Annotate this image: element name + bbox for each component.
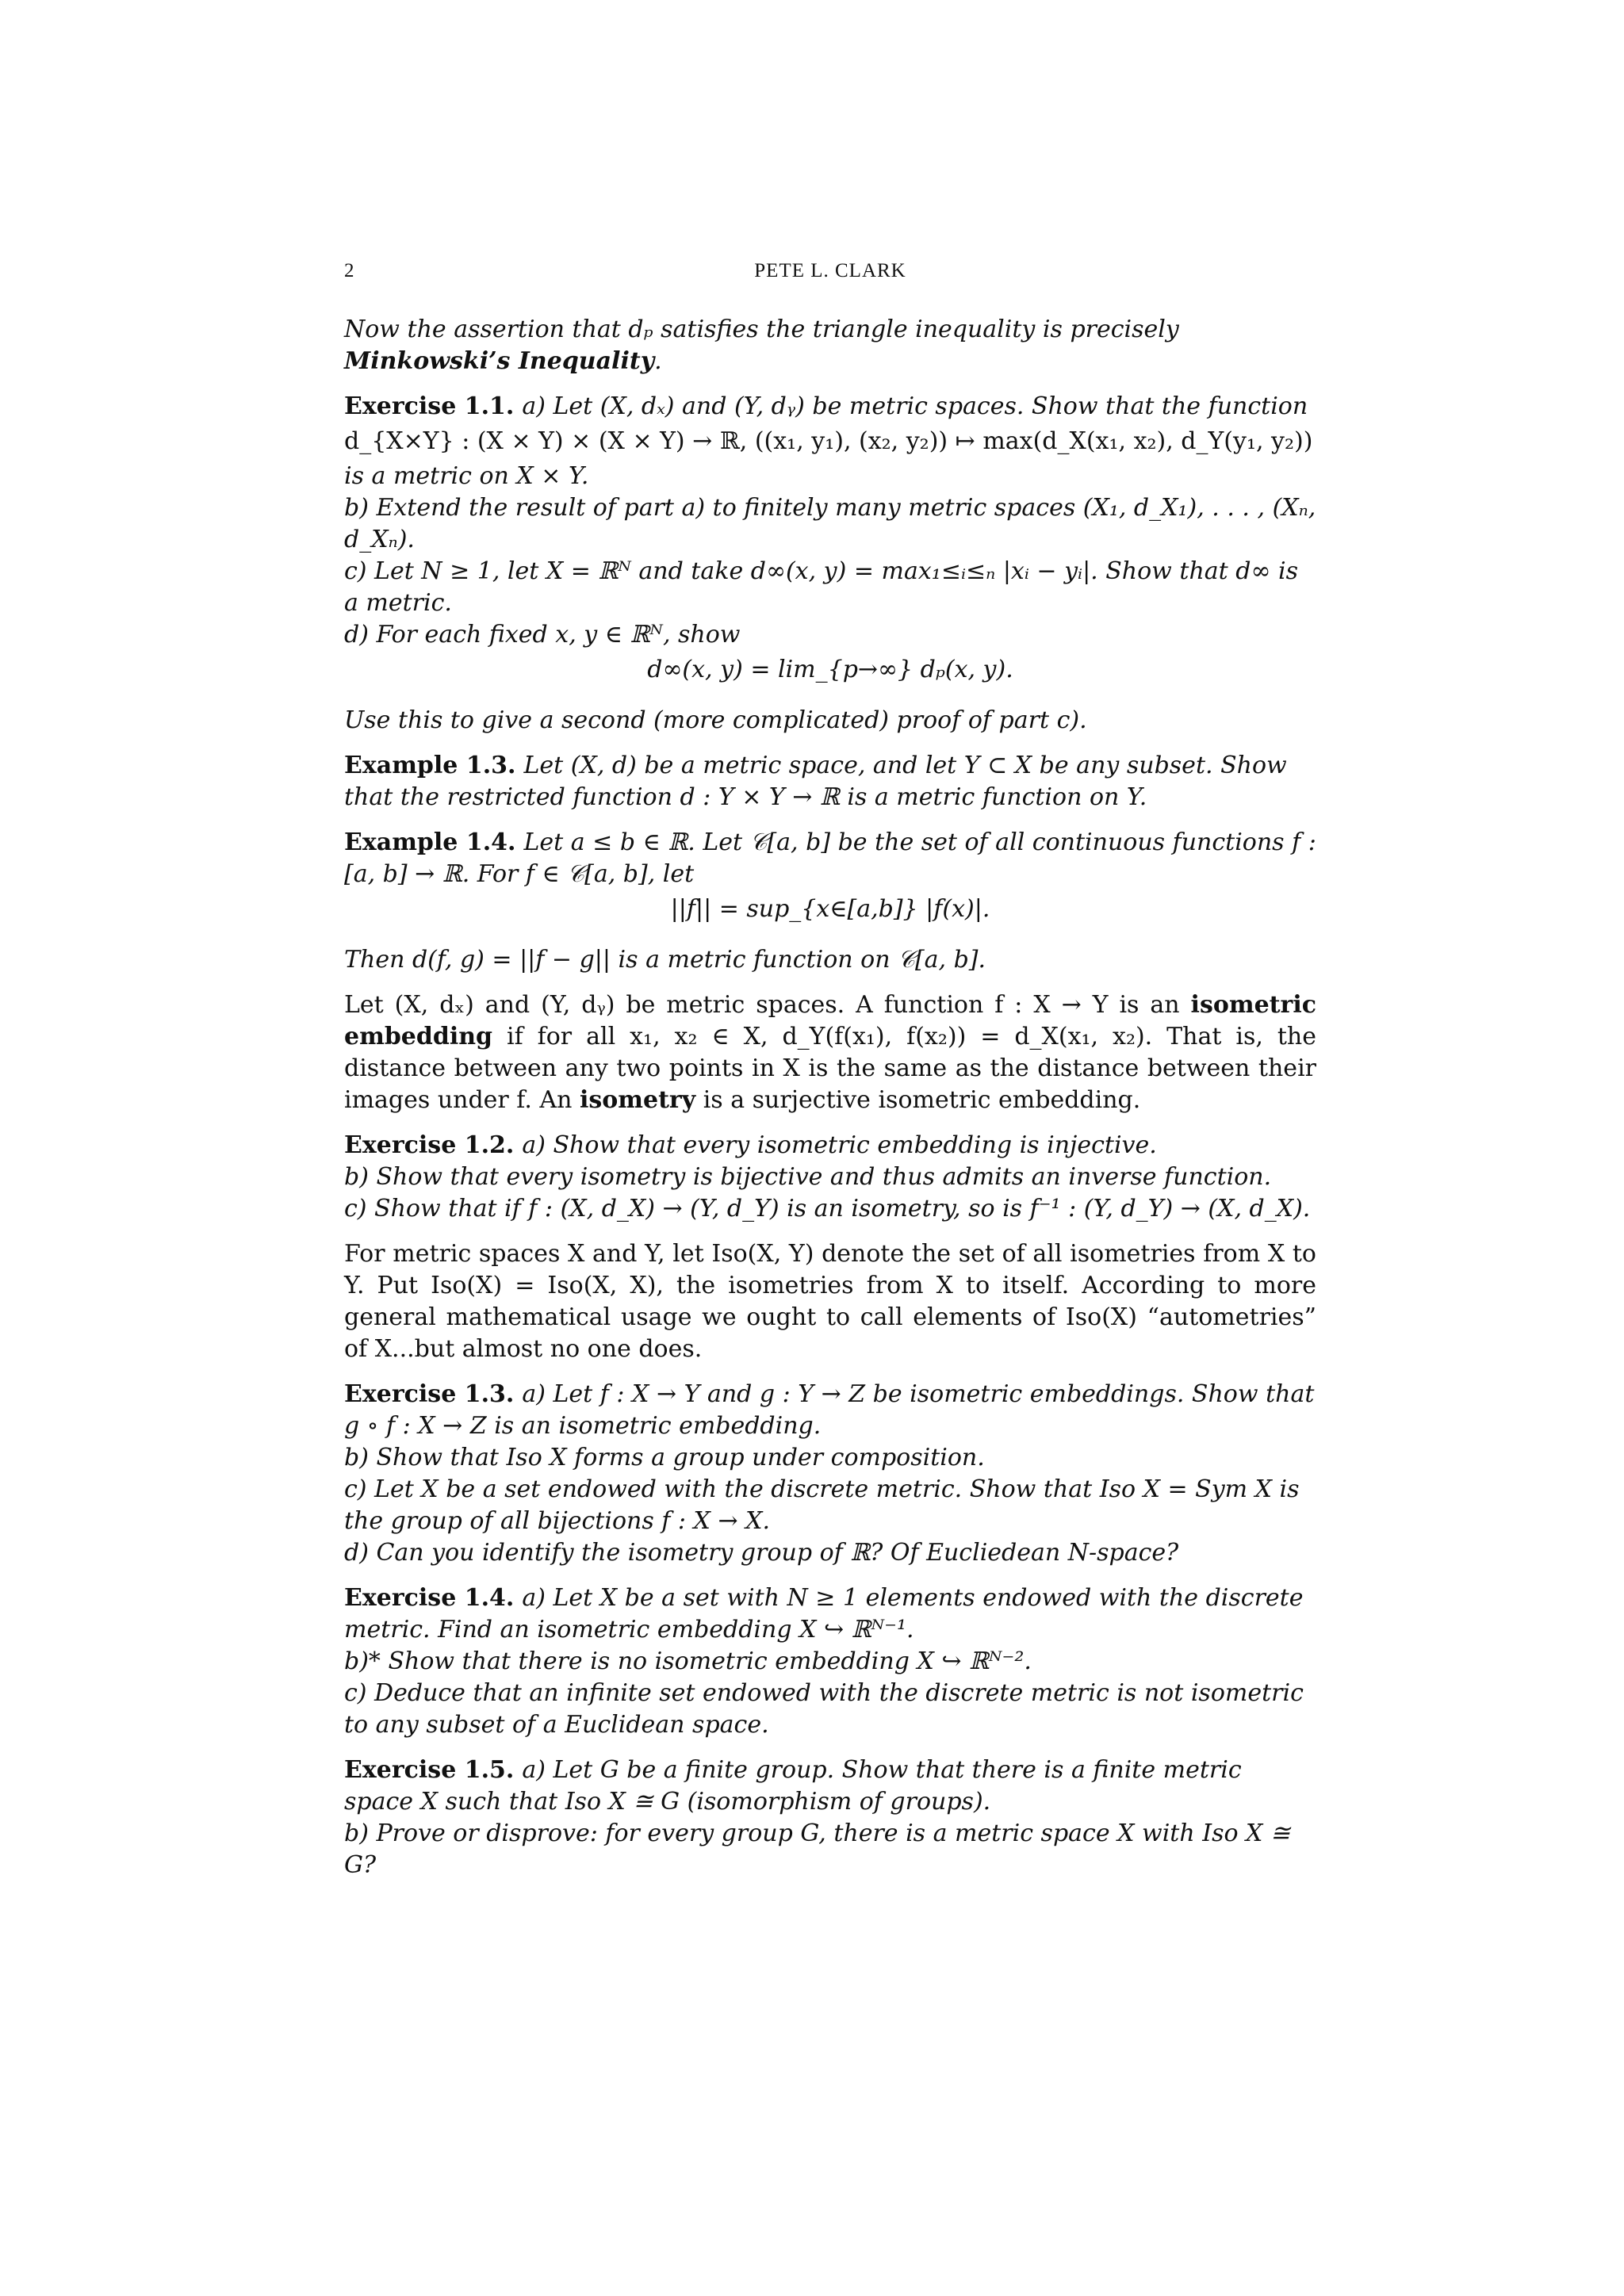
term-isometric-embedding: isometric embedding bbox=[344, 991, 1316, 1050]
exercise-line: a) Let (X, dₓ) and (Y, dᵧ) be metric spaces. Show that the function bbox=[522, 392, 1308, 420]
exercise-line: d) For each fixed x, y ∈ ℝᴺ, show bbox=[344, 621, 741, 649]
page-body bbox=[344, 314, 1316, 1895]
running-head: PETE L. CLARK bbox=[754, 260, 906, 281]
exercise-line: Use this to give a second (more complicated) proof of part c). bbox=[344, 706, 1087, 734]
exercise-line: is a metric on X × Y. bbox=[344, 462, 589, 490]
isometry-definition: Let (X, dₓ) and (Y, dᵧ) be metric spaces. A function f : X → Y is an isometric embedding if for all x₁, x₂ ∈ X, d_Y(f(x₁), f(x₂)) = d_X(x₁, x₂). That is, the distance between any two points in X is the same as the distance between their images under f. An isometry is a surjective isometric embedding. bbox=[344, 991, 1316, 1114]
example-text: Let a ≤ b ∈ ℝ. Let 𝒞[a, b] be the set of all continuous functions f : [a, b] → ℝ. For f ∈ 𝒞[a, b], let bbox=[344, 828, 1316, 888]
display-math: d_{X×Y} : (X × Y) × (X × Y) → ℝ, ((x₁, y₁), (x₂, y₂)) ↦ max(d_X(x₁, x₂), d_Y(y₁, y₂)) bbox=[344, 427, 1313, 455]
minkowski-paragraph: Now the assertion that dₚ satisfies the triangle inequality is precisely Minkowski’s Inequality. bbox=[344, 316, 1179, 375]
page-header bbox=[344, 260, 1316, 292]
example-heading: Example 1.4. bbox=[344, 828, 516, 856]
iso-paragraph: For metric spaces X and Y, let Iso(X, Y) denote the set of all isometries from X to Y. Put Iso(X) = Iso(X, X), the isometries from X to itself. According to more general mathematical usage we ought to call elements of Iso(X) “autometries” of X...but almost no one does. bbox=[344, 1240, 1316, 1363]
exercise-line: c) Let N ≥ 1, let X = ℝᴺ and take d∞(x, y) = max₁≤ᵢ≤ₙ |xᵢ − yᵢ|. Show that d∞ is a metric. bbox=[344, 557, 1298, 617]
exercise-line: b) Extend the result of part a) to finitely many metric spaces (X₁, d_X₁), . . . , (Xₙ, d_Xₙ). bbox=[344, 494, 1316, 553]
exercise-1-2: Exercise 1.2. a) Show that every isometric embedding is injective. b) Show that every isometry is bijective and thus admits an inverse function. c) Show that if f : (X, d_X) → (Y, d_Y) is an isometry, so is f⁻¹ : (Y, d_Y) → (X, d_X). bbox=[344, 1131, 1311, 1223]
exercise-1-4: Exercise 1.4. a) Let X be a set with N ≥ 1 elements endowed with the discrete metric. Find an isometric embedding X ↪ ℝᴺ⁻¹. b)* Show that there is no isometric embedding X ↪ ℝᴺ⁻². c) Deduce that an infinite set endowed with the discrete metric is not isometric to any subset of a Euclidean space. bbox=[344, 1584, 1304, 1739]
display-math: d∞(x, y) = lim_{p→∞} dₚ(x, y). bbox=[647, 656, 1013, 683]
exercise-heading: Exercise 1.5. bbox=[344, 1756, 515, 1784]
exercise-1-1 bbox=[344, 391, 1316, 737]
example-1-3 bbox=[344, 750, 1316, 813]
page-number: 2 bbox=[344, 260, 354, 281]
exercise-1-5: Exercise 1.5. a) Let G be a finite group. Show that there is a finite metric space X such that Iso X ≅ G (isomorphism of groups). b) Prove or disprove: for every group G, there is a metric space X with Iso X ≅ G? bbox=[344, 1756, 1291, 1879]
example-heading: Example 1.3. bbox=[344, 752, 516, 779]
minkowski-text: Now the assertion that dₚ satisfies the triangle inequality is precisely bbox=[344, 316, 1179, 343]
exercise-1-3: Exercise 1.3. a) Let f : X → Y and g : Y → Z be isometric embeddings. Show that g ∘ f : X → Z is an isometric embedding. b) Show that Iso X forms a group under composition. c) Let X be a set endowed with the discrete metric. Show that Iso X = Sym X is the group of all bijections f : X → X. d) Can you identify the isometry group of ℝ? Of Eucliedean N-space? bbox=[344, 1380, 1315, 1567]
exercise-heading: Exercise 1.1. bbox=[344, 392, 515, 420]
exercise-heading: Exercise 1.3. bbox=[344, 1380, 515, 1408]
example-1-4 bbox=[344, 827, 1316, 976]
exercise-heading: Exercise 1.4. bbox=[344, 1584, 515, 1612]
example-text: Then d(f, g) = ||f − g|| is a metric function on 𝒞[a, b]. bbox=[344, 946, 986, 974]
example-text: Let (X, d) be a metric space, and let Y ⊂ X be any subset. Show that the restricted function d : Y × Y → ℝ is a metric function on Y. bbox=[344, 752, 1287, 811]
exercise-heading: Exercise 1.2. bbox=[344, 1131, 515, 1159]
term-isometry: isometry bbox=[579, 1086, 696, 1114]
display-math: ||f|| = sup_{x∈[a,b]} |f(x)|. bbox=[670, 895, 990, 923]
minkowski-bold: Minkowski’s Inequality bbox=[344, 347, 655, 375]
